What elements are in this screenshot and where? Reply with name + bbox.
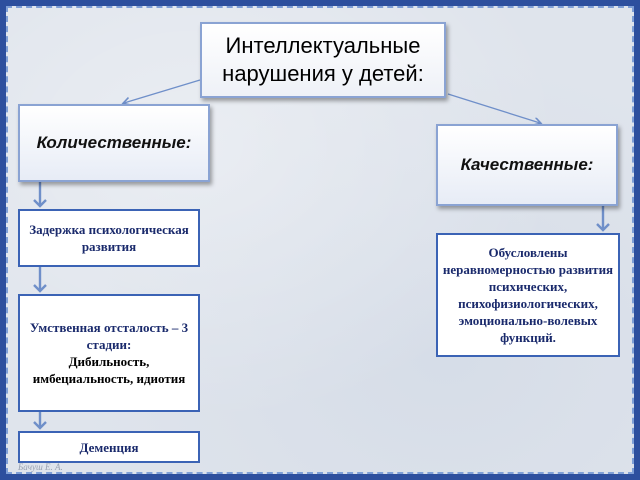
right-category-label: Качественные: [460, 155, 594, 174]
left-item-delay-text: Задержка психологическая развития [29, 222, 189, 254]
left-item-retardation-line2: Дибильность, имбециальность, идиотия [32, 354, 186, 386]
left-item-retardation [18, 294, 200, 412]
right-item-description-text: Обусловлены неравномерностью развития психических, психофизиологических, эмоционально-волевых функций. [442, 245, 614, 345]
arrow-title-to-right [448, 94, 540, 123]
left-item-delay [18, 209, 200, 267]
right-category-box [436, 124, 618, 206]
arrow-title-to-left [124, 80, 200, 103]
right-item-description [436, 233, 620, 357]
title-box [200, 22, 446, 98]
left-category-label: Количественные: [36, 133, 192, 152]
author-watermark: Бачуш Е. А. [18, 462, 63, 472]
left-category-box [18, 104, 210, 182]
left-item-dementia [18, 431, 200, 463]
left-item-dementia-text: Деменция [79, 439, 139, 455]
left-item-retardation-line1: Умственная отсталость – 3 стадии: [29, 320, 189, 352]
title-text: Интеллектуальные нарушения у детей: [222, 33, 424, 86]
